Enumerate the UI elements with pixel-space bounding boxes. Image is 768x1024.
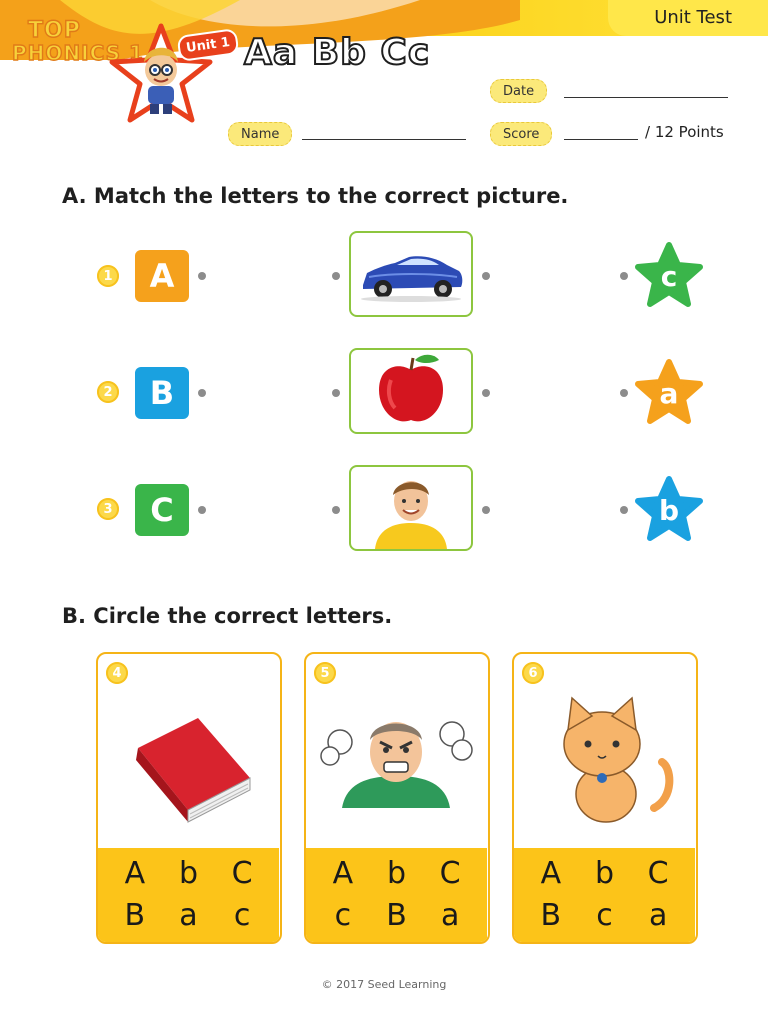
letter-choice[interactable]: C [439,856,461,891]
unit-test-label: Unit Test [654,7,732,28]
letter-star-c [634,242,704,308]
question-number-3: 3 [97,498,119,520]
letter-tile-a: A [135,250,189,302]
letter-choice[interactable]: a [648,898,668,933]
letter-tile-c: C [135,484,189,536]
question-number-6: 6 [522,662,544,684]
letter-choice[interactable]: a [440,898,460,933]
match-dot[interactable] [198,389,206,397]
letter-choice[interactable]: a [179,898,198,933]
question-number-4: 4 [106,662,128,684]
copyright-footer: © 2017 Seed Learning [321,978,447,991]
question-number-1: 1 [97,265,119,287]
question-number-5: 5 [314,662,336,684]
picture-boy [349,465,473,551]
letter-choice[interactable]: B [540,898,562,933]
name-label: Name [228,122,292,146]
score-total: / 12 Points [645,123,724,141]
letter-choice[interactable]: B [124,898,146,933]
top-phonics-logo: TOP PHONICS 1 [12,18,144,65]
letter-tile-b: B [135,367,189,419]
letter-choice[interactable]: b [178,856,198,891]
unit-badge: Unit 1 [176,28,239,62]
letter-choice[interactable]: A [124,856,146,891]
score-label: Score [490,122,552,146]
question-number-2: 2 [97,381,119,403]
picture-car [349,231,473,317]
letter-choice[interactable]: A [332,856,354,891]
book-icon [98,678,279,848]
letter-choice[interactable]: C [231,856,253,891]
star-letter: c [660,259,678,293]
angry-man-icon [306,678,487,848]
letter-star-a [634,359,704,425]
letter-choice[interactable]: b [594,856,614,891]
apple-icon [351,350,471,432]
letter-choice[interactable]: b [386,856,406,891]
date-field[interactable] [564,97,728,98]
question-card-4 [96,652,282,944]
letter-choices [306,848,487,942]
match-dot[interactable] [198,272,206,280]
letter-choice[interactable]: c [334,898,352,933]
letter-choice[interactable]: C [647,856,669,891]
letter-choice[interactable]: B [386,898,407,933]
match-dot[interactable] [332,506,340,514]
star-letter: b [658,493,680,527]
match-dot[interactable] [620,272,628,280]
car-icon [351,233,471,315]
unit-title: Aa Bb Cc [244,32,431,73]
match-dot[interactable] [620,506,628,514]
match-dot[interactable] [332,272,340,280]
name-field[interactable] [302,139,466,140]
date-label: Date [490,79,547,103]
match-dot[interactable] [482,389,490,397]
letter-choices [98,848,279,942]
picture-apple [349,348,473,434]
section-a-heading: A. Match the letters to the correct picture. [62,184,569,208]
section-b-heading: B. Circle the correct letters. [62,604,393,628]
letter-choice[interactable]: c [233,898,251,933]
letter-star-b [634,476,704,542]
match-dot[interactable] [482,506,490,514]
letter-choices [514,848,695,942]
match-dot[interactable] [198,506,206,514]
question-card-6 [512,652,698,944]
boy-icon [351,467,471,549]
question-card-5 [304,652,490,944]
match-dot[interactable] [332,389,340,397]
cat-icon [514,678,695,848]
star-letter: a [659,376,679,410]
letter-choice[interactable]: A [540,856,562,891]
match-dot[interactable] [482,272,490,280]
score-field[interactable] [564,139,638,140]
match-dot[interactable] [620,389,628,397]
letter-choice[interactable]: c [596,898,613,933]
